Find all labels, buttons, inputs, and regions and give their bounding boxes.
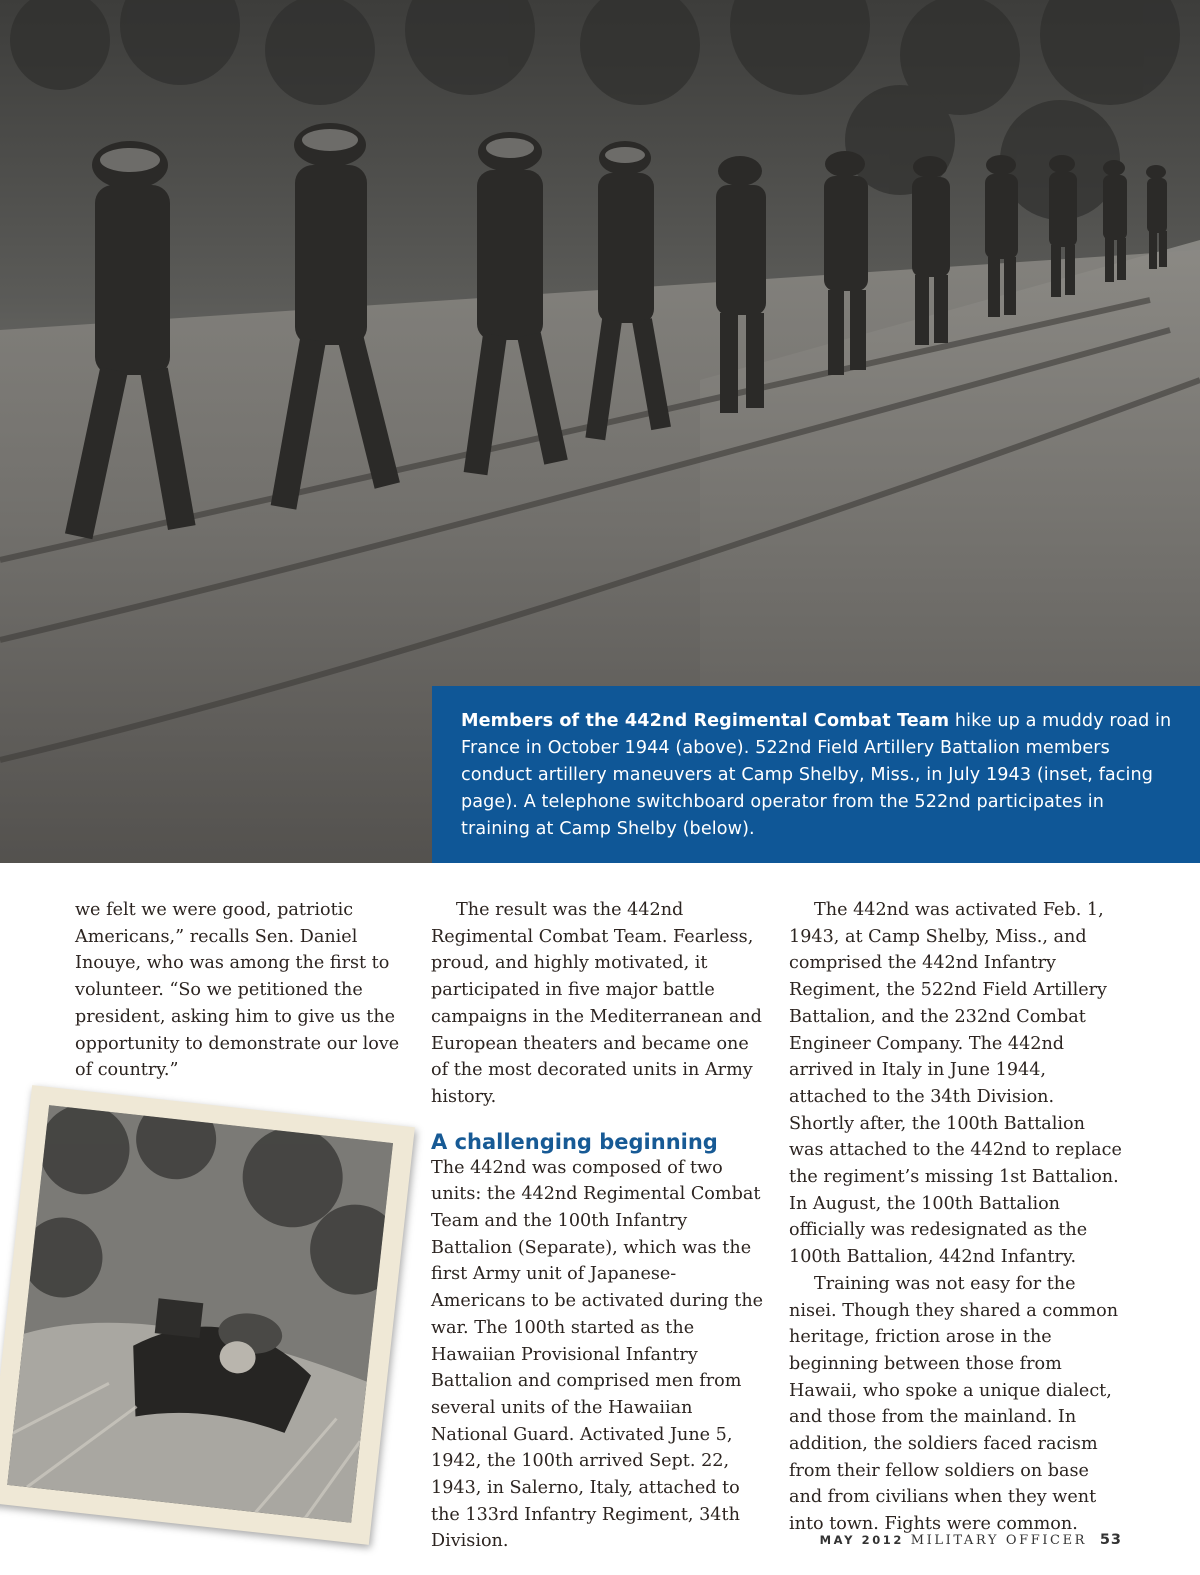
inset-photo (7, 1105, 393, 1523)
switchboard-operator-illustration (7, 1105, 393, 1523)
paragraph: Training was not easy for the nisei. Though they shared a common heritage, friction arose in the beginning between those from Hawaii, who spoke a unique dialect, and those from the mainland. In addition, the soldiers faced racism from their fellow soldiers on base and from civilians when they went into town. Fights were common. (789, 1273, 1119, 1535)
article-column-1 (75, 897, 405, 1084)
footer-date: MAY 2012 (819, 1533, 905, 1547)
caption-text: hike up a muddy road in France in October 1944 (above). 522nd Field Artillery Battalion members conduct artillery maneuvers at Camp Shelby, Miss., in July 1943 (inset, facing page). A telephone switchboard operator from the 522nd participates in training at Camp Shelby (below). (461, 711, 1172, 839)
inset-photo-frame (0, 1085, 415, 1545)
page-footer (760, 1532, 1122, 1548)
paragraph: The result was the 442nd Regimental Combat Team. Fearless, proud, and highly motivated, it participated in five major battle campaigns in the Mediterranean and European theaters and became one of the most decorated units in Army history. (431, 900, 762, 1107)
paragraph: The 442nd was activated Feb. 1, 1943, at Camp Shelby, Miss., and comprised the 442nd Infantry Regiment, the 522nd Field Artillery Battalion, and the 232nd Combat Engineer Company. The 442nd arrived in Italy in June 1944, attached to the 34th Division. Shortly after, the 100th Battalion was attached to the 442nd to replace the regiment’s missing 1st Battalion. In August, the 100th Battalion officially was redesignated as the 100th Battalion, 442nd Infantry. (789, 900, 1122, 1268)
paragraph: we felt we were good, patriotic Americans,” recalls Sen. Daniel Inouye, who was among the first to volunteer. “So we petitioned the president, asking him to give us the opportunity to demonstrate our love of country.” (75, 900, 400, 1081)
footer-magazine: MILITARY OFFICER (910, 1533, 1088, 1548)
article-column-2 (431, 897, 766, 1555)
paragraph: The 442nd was composed of two units: the 442nd Regimental Combat Team and the 100th Infantry Battalion (Separate), which was the first Army unit of Japanese-Americans to be activated during the war. The 100th started as the Hawaiian Provisional Infantry Battalion and comprised men from several units of the Hawaiian National Guard. Activated June 5, 1942, the 100th arrived Sept. 22, 1943, in Salerno, Italy, attached to the 133rd Infantry Regiment, 34th Division. (431, 1157, 764, 1552)
photo-caption (432, 686, 1200, 863)
caption-bold-lead: Members of the 442nd Regimental Combat Team (461, 711, 950, 731)
article-column-3 (789, 897, 1124, 1538)
section-heading: A challenging beginning (431, 1129, 718, 1154)
page-number: 53 (1099, 1532, 1122, 1548)
